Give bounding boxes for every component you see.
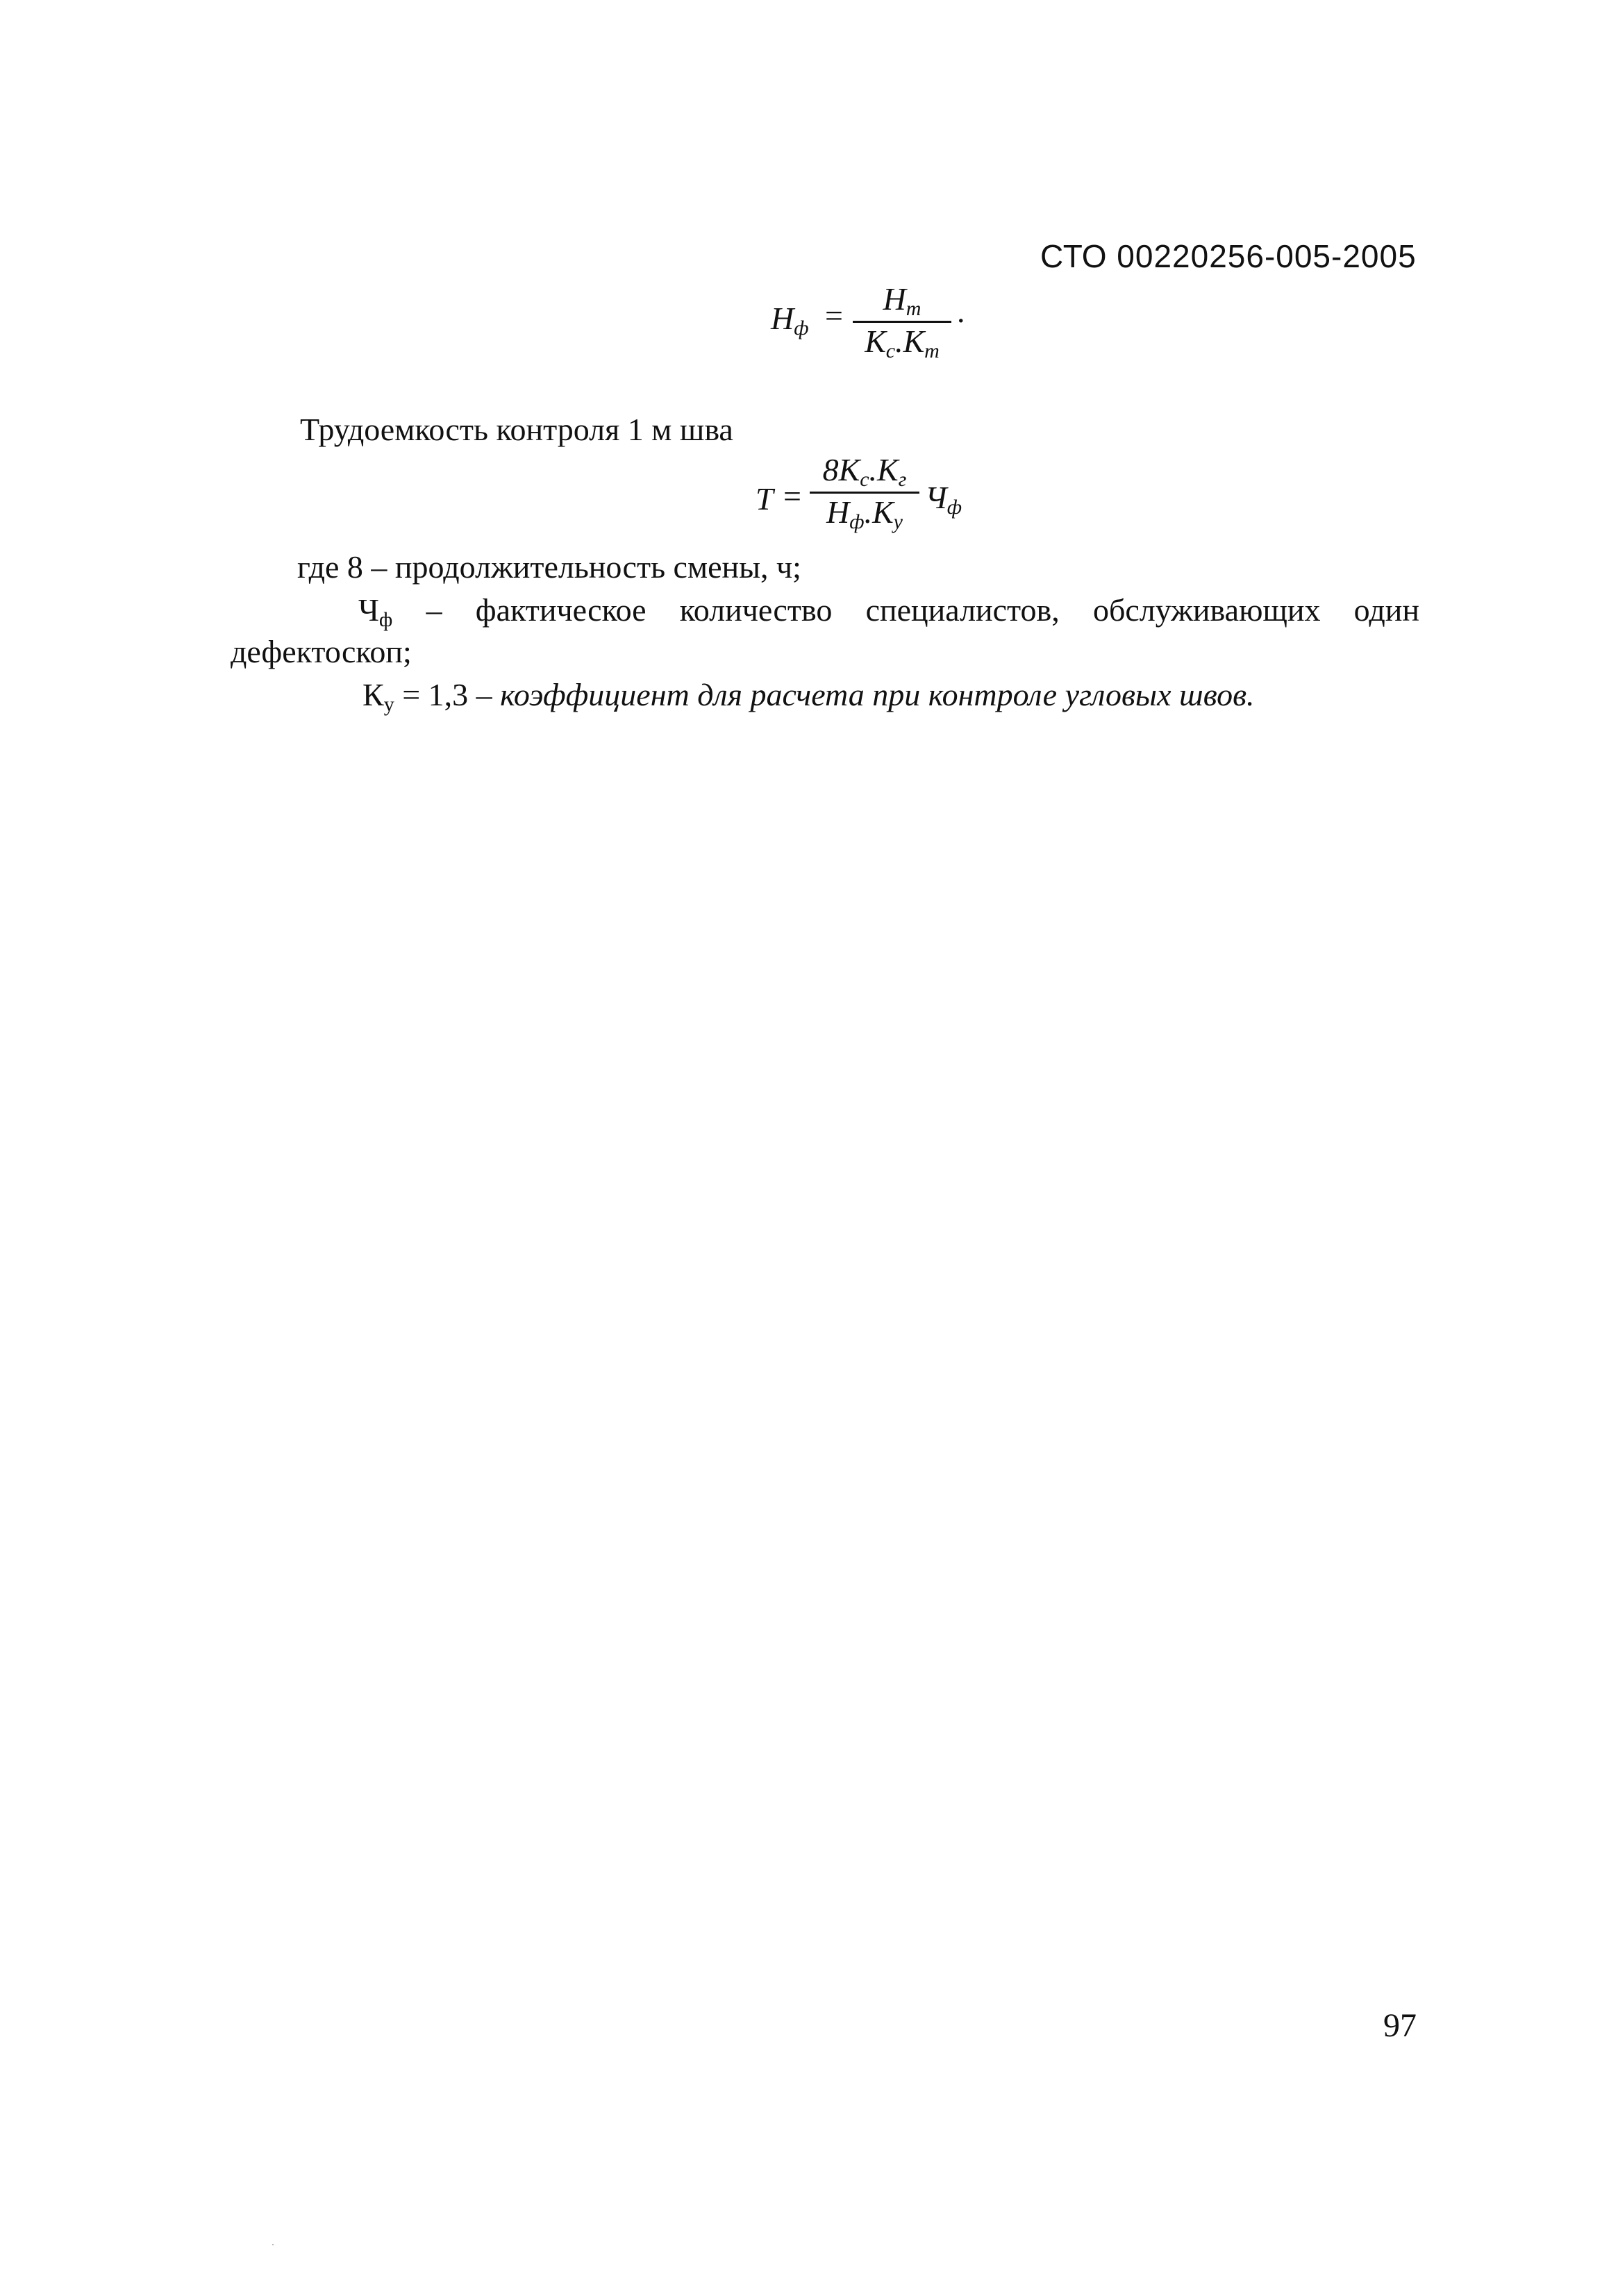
ky-definition: $К_у = 1,3$ – коэффициент для расчета при контроле угловых швов. bbox=[362, 677, 1255, 716]
formula-labor bbox=[756, 451, 985, 548]
page-number: 97 bbox=[1383, 2007, 1417, 2044]
formula-lhs: $Н_ф$ bbox=[771, 301, 809, 340]
fraction-numerator: $Н_т$ bbox=[883, 281, 921, 320]
fraction-denominator: $Н_ф.К_у$ bbox=[826, 494, 903, 533]
formula-fraction bbox=[810, 451, 919, 534]
formula-equals: = bbox=[783, 478, 801, 514]
where-line: где 8 – продолжительность смены, ч; bbox=[297, 549, 801, 585]
labor-intro-text: Трудоемкость контроля 1 м шва bbox=[300, 412, 733, 447]
chf-definition: $Ч_ф$ – фактическое количество специалистов, обслуживающих один bbox=[358, 592, 1419, 631]
formula-equals: = bbox=[825, 298, 843, 333]
page-header: СТО 00220256-005-2005 bbox=[1040, 238, 1417, 274]
formula-end-dot: . bbox=[957, 294, 965, 329]
formula-norm-actual bbox=[771, 280, 979, 371]
formula-lhs: Т bbox=[756, 481, 774, 517]
fraction-denominator: $К_с.К_т$ bbox=[865, 324, 940, 362]
formula-multiplier: $Ч_ф$ bbox=[925, 480, 962, 519]
fraction-numerator: $8К_с.К_г$ bbox=[822, 452, 907, 491]
formula-fraction bbox=[853, 280, 951, 363]
chf-definition-continued: дефектоскоп; bbox=[231, 634, 412, 669]
scan-speck bbox=[272, 2244, 274, 2245]
